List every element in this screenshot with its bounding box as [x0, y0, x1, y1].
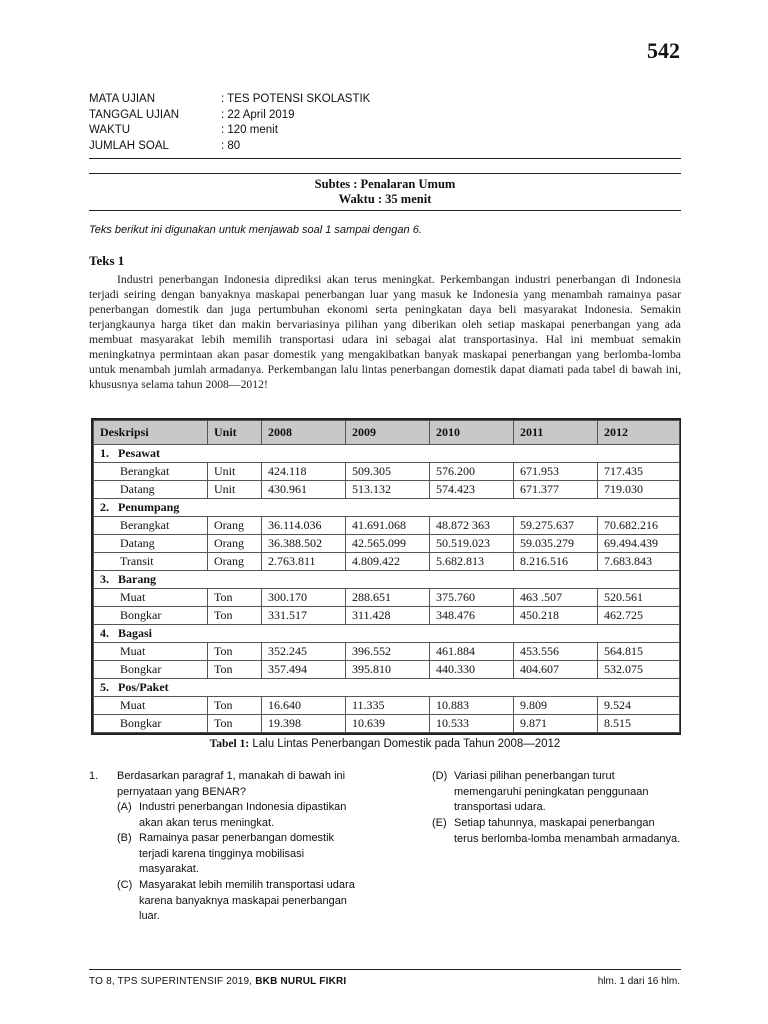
meta-label: WAKTU [89, 124, 131, 136]
table-cell: 352.245 [262, 643, 346, 661]
option-letter: (C) [117, 879, 133, 891]
table-cell: 348.476 [430, 607, 514, 625]
table-cell: 8.515 [598, 715, 680, 733]
passage-paragraph: Industri penerbangan Indonesia diprediksi akan terus meningkat. Perkembangan industri penerbangan di Indonesia terjadi seiring dengan banyaknya maskapai penerbangan luar yang masuk ke Indonesia yang menambah ramainya pasar penerbangan domestik dan juga pertumbuhan ekonomi serta peningkatan daya beli masyarakat Indonesia. Semakin terjangkaunya harga tiket dan makin bervariasinya pilihan yang diberikan oleh setiap maskapai penerbangan yang ada membuat masyarakat lebih memilih transportasi udara ini sebagai alat transportasinya. Hal ini membuat semakin meningkatnya permintaan akan pasar domestik yang mengakibatkan banyak maskapai penerbangan yang berlomba-lomba untuk menambah jumlah armadanya. Perkembangan lalu lintas penerbangan domestik dapat diamati pada tabel di bawah ini, khususnya selama tahun 2008—2012! [89, 273, 681, 391]
column-header: Unit [208, 421, 262, 445]
footer-divider [89, 969, 681, 970]
row-unit: Unit [208, 463, 262, 481]
footer-brand: BKB NURUL FIKRI [255, 976, 347, 987]
table-cell: 5.682.813 [430, 553, 514, 571]
meta-label: TANGGAL UJIAN [89, 108, 180, 121]
table-cell: 311.428 [346, 607, 430, 625]
table-cell: 461.884 [430, 643, 514, 661]
table-cell: 2.763.811 [262, 553, 346, 571]
table-row [94, 661, 680, 679]
row-description: Berangkat [94, 463, 208, 481]
table-cell: 48.872 363 [430, 517, 514, 535]
row-unit: Ton [208, 697, 262, 715]
table-cell: 424.118 [262, 463, 346, 481]
table-group-row [94, 499, 680, 517]
table-row [94, 517, 680, 535]
row-unit: Ton [208, 715, 262, 733]
table-cell: 70.682.216 [598, 517, 680, 535]
table-row [94, 481, 680, 499]
table-cell: 520.561 [598, 589, 680, 607]
table-cell: 41.691.068 [346, 517, 430, 535]
table-cell: 36.114.036 [262, 517, 346, 535]
row-description: Bongkar [94, 661, 208, 679]
table-cell: 36.388.502 [262, 535, 346, 553]
column-header: 2012 [598, 421, 680, 445]
table-row [94, 589, 680, 607]
table-cell: 671.953 [514, 463, 598, 481]
meta-value: : 80 [221, 139, 241, 152]
table-cell: 395.810 [346, 661, 430, 679]
table-group-row [94, 679, 680, 697]
column-header: 2009 [346, 421, 430, 445]
divider [89, 210, 681, 211]
option-text: Setiap tahunnya, maskapai penerbangan terus berlomba-lomba menambah armadanya. [454, 817, 681, 845]
question-stem: Berdasarkan paragraf 1, manakah di bawah ini pernyataan yang BENAR? [117, 770, 346, 798]
page-number: 542 [647, 38, 680, 63]
table-caption [89, 738, 681, 750]
answer-option-d[interactable] [432, 769, 682, 816]
footer-page-info: hlm. 1 dari 16 hlm. [597, 976, 680, 987]
table-cell: 453.556 [514, 643, 598, 661]
option-text: Masyarakat lebih memilih transportasi udara karena banyaknya maskapai penerbangan luar. [139, 879, 355, 922]
table-row [94, 643, 680, 661]
row-description: Muat [94, 589, 208, 607]
table-cell: 450.218 [514, 607, 598, 625]
table-cell: 9.809 [514, 697, 598, 715]
row-unit: Ton [208, 643, 262, 661]
meta-value: : 22 April 2019 [221, 108, 295, 121]
table-cell: 396.552 [346, 643, 430, 661]
meta-row [89, 139, 370, 155]
option-letter: (B) [117, 832, 132, 844]
column-header: 2008 [262, 421, 346, 445]
group-title: 5. Pos/Paket [94, 679, 680, 697]
table-cell: 9.524 [598, 697, 680, 715]
table-cell: 10.883 [430, 697, 514, 715]
caption-text: Lalu Lintas Penerbangan Domestik pada Tahun 2008—2012 [249, 738, 561, 750]
group-title: 1. Pesawat [94, 445, 680, 463]
row-description: Bongkar [94, 715, 208, 733]
subtest-title: Subtes : Penalaran Umum [314, 177, 456, 191]
table-row [94, 607, 680, 625]
row-unit: Orang [208, 535, 262, 553]
table-cell: 671.377 [514, 481, 598, 499]
table-cell: 300.170 [262, 589, 346, 607]
question-number: 1. [89, 770, 99, 782]
answer-option-e[interactable] [432, 816, 682, 847]
subtest-header [89, 177, 681, 207]
answer-option-c[interactable] [117, 878, 367, 925]
answer-option-b[interactable] [117, 831, 367, 878]
traffic-table [91, 418, 681, 735]
table-cell: 19.398 [262, 715, 346, 733]
table-cell: 59.035.279 [514, 535, 598, 553]
row-description: Berangkat [94, 517, 208, 535]
column-header: Deskripsi [94, 421, 208, 445]
table-cell: 463 .507 [514, 589, 598, 607]
row-description: Datang [94, 481, 208, 499]
row-unit: Unit [208, 481, 262, 499]
intro-text: Teks berikut ini digunakan untuk menjawab soal 1 sampai dengan 6. [89, 224, 422, 236]
table-cell: 50.519.023 [430, 535, 514, 553]
table-cell: 462.725 [598, 607, 680, 625]
divider [89, 158, 681, 159]
exam-meta [89, 92, 370, 154]
table-row [94, 463, 680, 481]
row-description: Transit [94, 553, 208, 571]
group-title: 2. Penumpang [94, 499, 680, 517]
table-group-row [94, 571, 680, 589]
row-description: Muat [94, 643, 208, 661]
column-header: 2011 [514, 421, 598, 445]
caption-label: Tabel 1: [209, 738, 250, 750]
option-text: Variasi pilihan penerbangan turut memengaruhi peningkatan penggunaan transportasi udara. [454, 770, 649, 813]
table-cell: 719.030 [598, 481, 680, 499]
row-unit: Ton [208, 607, 262, 625]
table-cell: 404.607 [514, 661, 598, 679]
table-cell: 59.275.637 [514, 517, 598, 535]
table-cell: 717.435 [598, 463, 680, 481]
table-cell: 288.651 [346, 589, 430, 607]
table-row [94, 697, 680, 715]
footer-prefix: TO 8, TPS SUPERINTENSIF 2019, [89, 976, 256, 987]
table-cell: 10.639 [346, 715, 430, 733]
meta-label: MATA UJIAN [89, 93, 156, 105]
table-cell: 375.760 [430, 589, 514, 607]
table-cell: 532.075 [598, 661, 680, 679]
table-cell: 69.494.439 [598, 535, 680, 553]
row-description: Bongkar [94, 607, 208, 625]
table-cell: 10.533 [430, 715, 514, 733]
row-unit: Orang [208, 553, 262, 571]
table-cell: 513.132 [346, 481, 430, 499]
table-cell: 11.335 [346, 697, 430, 715]
table-group-row [94, 445, 680, 463]
table-cell: 9.871 [514, 715, 598, 733]
meta-label: JUMLAH SOAL [89, 139, 169, 152]
table-cell: 8.216.516 [514, 553, 598, 571]
footer-left [89, 976, 346, 987]
table-cell: 564.815 [598, 643, 680, 661]
option-letter: (E) [432, 817, 447, 829]
column-header: 2010 [430, 421, 514, 445]
option-letter: (A) [117, 801, 132, 813]
table-cell: 357.494 [262, 661, 346, 679]
table-cell: 331.517 [262, 607, 346, 625]
group-title: 3. Barang [94, 571, 680, 589]
row-description: Datang [94, 535, 208, 553]
table-group-row [94, 625, 680, 643]
table-cell: 509.305 [346, 463, 430, 481]
table-row [94, 553, 680, 571]
row-unit: Orang [208, 517, 262, 535]
meta-row [89, 92, 370, 108]
meta-value: : 120 menit [221, 124, 278, 136]
table-cell: 4.809.422 [346, 553, 430, 571]
option-text: Ramainya pasar penerbangan domestik terjadi karena tingginya mobilisasi masyarakat. [139, 832, 335, 875]
text-heading: Teks 1 [89, 253, 125, 268]
table-row [94, 715, 680, 733]
answer-option-a[interactable] [117, 800, 367, 831]
row-description: Muat [94, 697, 208, 715]
option-text: Industri penerbangan Indonesia dipastikan akan akan terus meningkat. [139, 801, 347, 829]
subtest-time: Waktu : 35 menit [338, 192, 432, 206]
table-cell: 16.640 [262, 697, 346, 715]
table-header-row [94, 421, 680, 445]
table-cell: 574.423 [430, 481, 514, 499]
table-cell: 430.961 [262, 481, 346, 499]
table-cell: 576.200 [430, 463, 514, 481]
option-letter: (D) [432, 770, 448, 782]
table-cell: 42.565.099 [346, 535, 430, 553]
meta-value: : TES POTENSI SKOLASTIK [221, 93, 371, 105]
meta-row [89, 123, 370, 139]
divider [89, 173, 681, 174]
table-body [94, 445, 680, 733]
table-cell: 7.683.843 [598, 553, 680, 571]
table-row [94, 535, 680, 553]
table-cell: 440.330 [430, 661, 514, 679]
row-unit: Ton [208, 661, 262, 679]
row-unit: Ton [208, 589, 262, 607]
group-title: 4. Bagasi [94, 625, 680, 643]
meta-row [89, 108, 370, 124]
